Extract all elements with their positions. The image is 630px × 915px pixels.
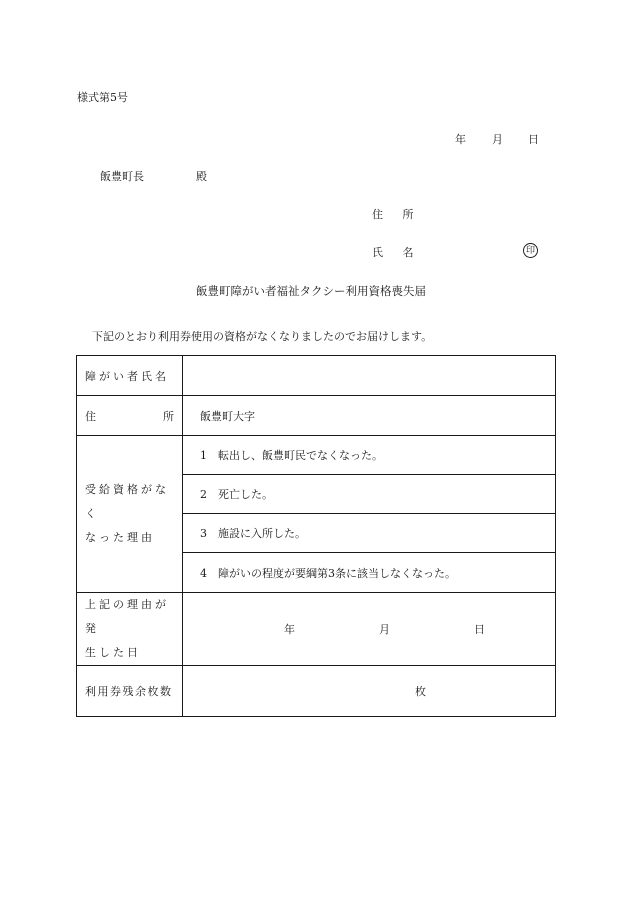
- submission-date: [455, 134, 545, 146]
- form-number: 様式第5号: [77, 91, 128, 104]
- address-field[interactable]: 飯豊町大字: [183, 396, 556, 436]
- date-month-label: 月: [492, 133, 503, 146]
- remaining-tickets-label: 利用券残余枚数: [77, 666, 183, 717]
- application-form-table: [76, 355, 556, 717]
- reason-label-line2: なった理由: [85, 531, 155, 544]
- occurrence-label-line2: 生した日: [85, 646, 141, 659]
- table-row: [77, 396, 556, 436]
- address-label-left: 住: [85, 409, 96, 423]
- table-row: [77, 356, 556, 396]
- reason-option-3[interactable]: 3 施設に入所した。: [183, 514, 556, 553]
- occurrence-year-label: 年: [284, 623, 295, 636]
- disabled-name-field[interactable]: [183, 356, 556, 396]
- reason-option-4[interactable]: 4 障がいの程度が要綱第3条に該当しなくなった。: [183, 553, 556, 593]
- reason-option-1[interactable]: 1 転出し、飯豊町民でなくなった。: [183, 436, 556, 475]
- reason-label-line1: 受給資格がなく: [85, 483, 169, 520]
- reason-label: [77, 436, 183, 593]
- occurrence-date-label: [77, 593, 183, 666]
- addressee-suffix: 殿: [196, 170, 207, 183]
- occurrence-label-line1: 上記の理由が発: [85, 598, 169, 635]
- applicant-name-label: 氏 名: [372, 246, 422, 259]
- applicant-address-label: 住 所: [372, 208, 422, 221]
- remaining-tickets-field[interactable]: [183, 666, 556, 717]
- date-day-label: 日: [528, 133, 539, 146]
- remaining-unit: 枚: [415, 685, 426, 698]
- table-row: [77, 666, 556, 717]
- address-label: [77, 396, 183, 436]
- addressee: 飯豊町長: [100, 170, 144, 183]
- seal-mark: 印: [523, 243, 538, 258]
- reason-option-2[interactable]: 2 死亡した。: [183, 475, 556, 514]
- table-row: [77, 436, 556, 475]
- disabled-name-label: 障がい者氏名: [77, 356, 183, 396]
- intro-text: 下記のとおり利用券使用の資格がなくなりましたのでお届けします。: [92, 330, 433, 343]
- document-title: 飯豊町障がい者福祉タクシー利用資格喪失届: [196, 284, 426, 298]
- address-label-right: 所: [163, 409, 174, 423]
- date-year-label: 年: [455, 133, 466, 146]
- occurrence-month-label: 月: [379, 623, 390, 636]
- occurrence-day-label: 日: [474, 623, 485, 636]
- table-row: [77, 593, 556, 666]
- occurrence-date-field[interactable]: [183, 593, 556, 666]
